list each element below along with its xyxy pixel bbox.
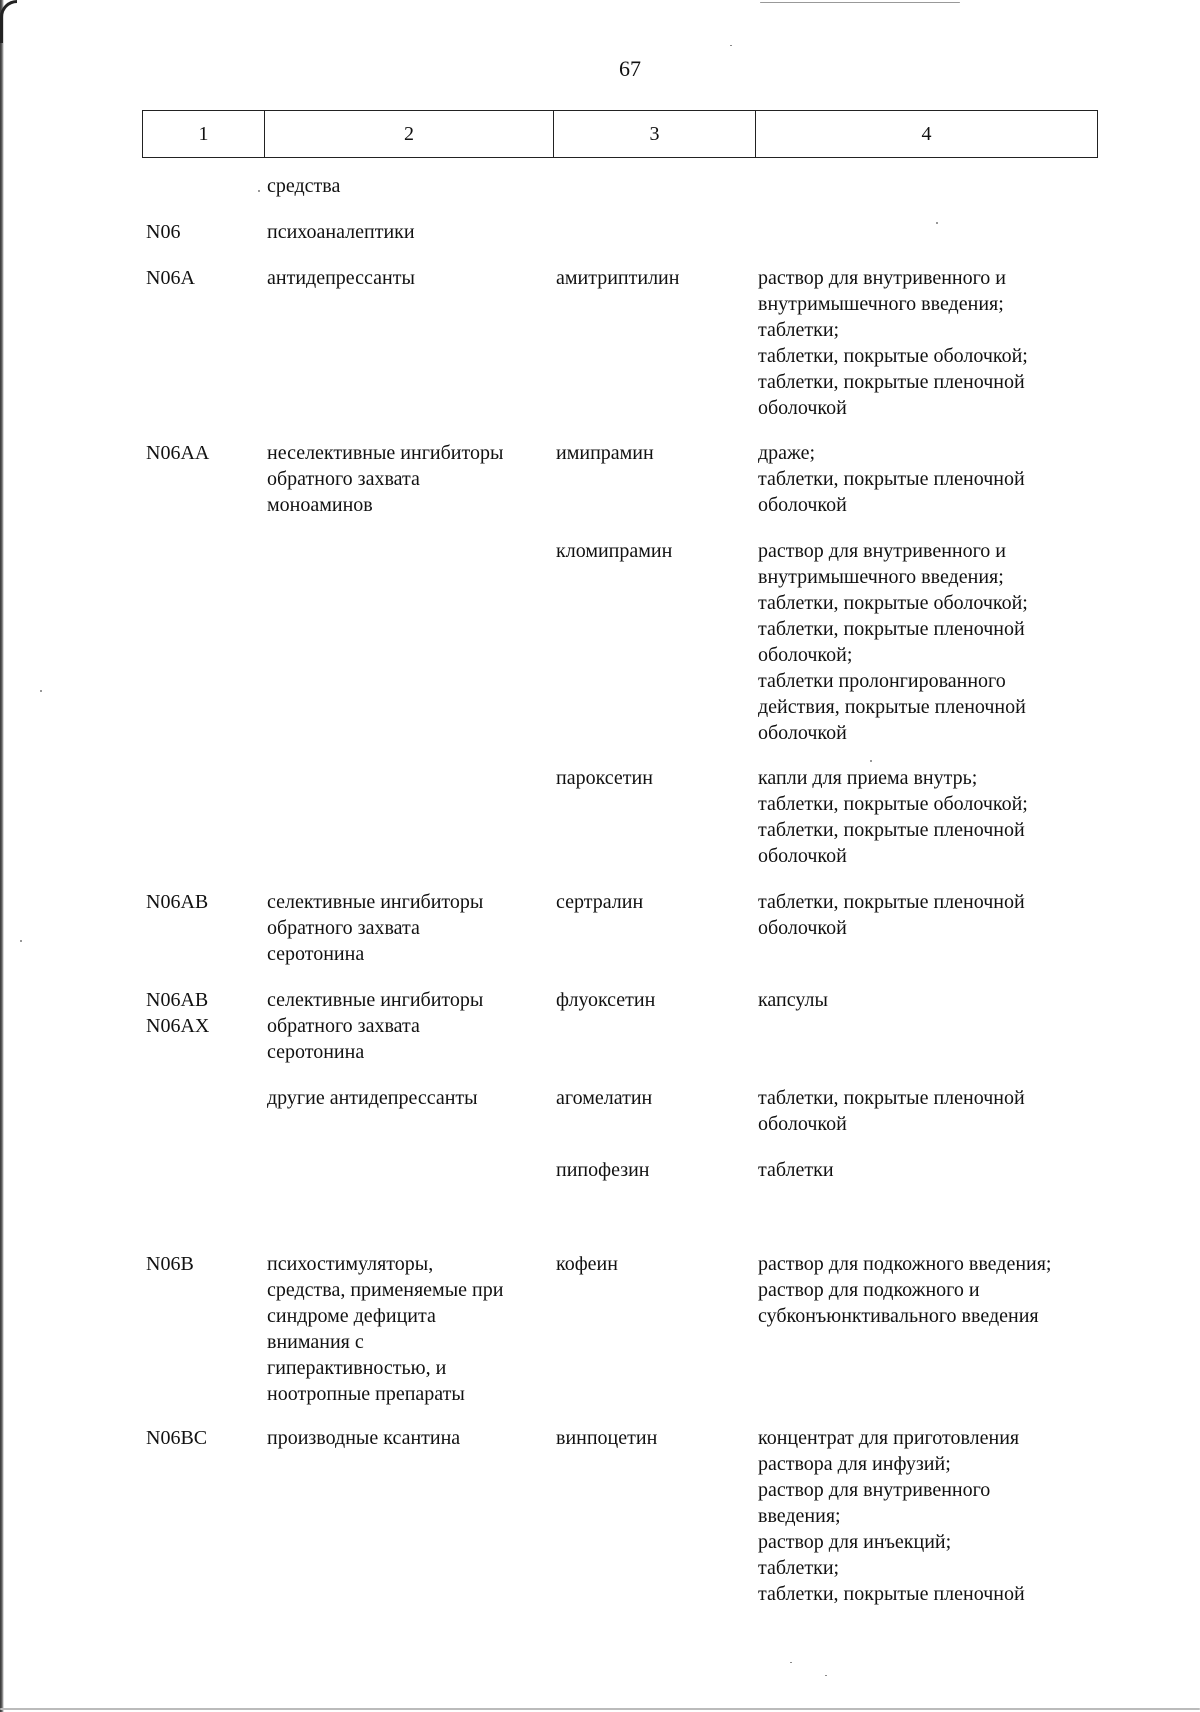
group-name: антидепрессанты xyxy=(267,267,415,289)
drug-name: пароксетин xyxy=(556,767,653,789)
drug-name: флуоксетин xyxy=(556,989,656,1011)
scan-edge-top-line xyxy=(760,2,960,3)
drug-name: имипрамин xyxy=(556,442,654,464)
page-number: 67 xyxy=(619,56,641,81)
scan-speck xyxy=(20,940,22,942)
dosage-form: раствор для внутривенного и внутримышечного введения; таблетки, покрытые оболочкой; таблетки, покрытые пленочной оболочкой; таблетки пролонгированного действия, покрытые пленочной оболочкой xyxy=(758,540,1028,744)
header-cell-3: 3 xyxy=(553,111,755,157)
drug-name: пипофезин xyxy=(556,1159,650,1181)
group-name: селективные ингибиторы обратного захвата серотонина xyxy=(267,891,484,965)
drug-name: сертралин xyxy=(556,891,644,913)
drug-name: кломипрамин xyxy=(556,540,673,562)
dosage-form: таблетки, покрытые пленочной оболочкой xyxy=(758,891,1025,939)
scan-edge xyxy=(0,0,4,1712)
scan-speck xyxy=(730,45,732,46)
table-header xyxy=(142,110,1098,158)
drug-name: амитриптилин xyxy=(556,267,680,289)
atc-code: N06A xyxy=(146,267,195,289)
group-name: психоаналептики xyxy=(267,221,415,243)
drug-name: винпоцетин xyxy=(556,1427,658,1449)
dosage-form: капсулы xyxy=(758,989,828,1011)
group-name: психостимуляторы, средства, применяемые при синдроме дефицита внимания с гиперактивностью, и ноотропные препараты xyxy=(267,1253,504,1405)
dosage-form: раствор для внутривенного и внутримышечного введения; таблетки; таблетки, покрытые оболочкой; таблетки, покрытые пленочной оболочкой xyxy=(758,267,1028,419)
scan-speck xyxy=(790,1662,792,1663)
atc-code: N06B xyxy=(146,1253,194,1275)
group-name: селективные ингибиторы обратного захвата серотонина xyxy=(267,989,484,1063)
dosage-form: концентрат для приготовления раствора для инфузий; раствор для внутривенного введения; раствор для инъекций; таблетки; таблетки, покрытые пленочной xyxy=(758,1427,1025,1605)
atc-code: N06AB N06AX xyxy=(146,989,210,1037)
scan-speck xyxy=(40,690,42,692)
dosage-form: таблетки, покрытые пленочной оболочкой xyxy=(758,1087,1025,1135)
scan-speck xyxy=(870,760,872,762)
atc-code: N06AA xyxy=(146,442,210,464)
header-cell-4: 4 xyxy=(755,111,1097,157)
drug-name: агомелатин xyxy=(556,1087,653,1109)
scan-edge-bottom-line xyxy=(0,1708,1200,1710)
scan-speck xyxy=(825,1675,827,1676)
atc-code: N06BC xyxy=(146,1427,208,1449)
group-name: производные ксантина xyxy=(267,1427,461,1449)
group-name: средства xyxy=(267,175,341,197)
scan-edge-corner xyxy=(0,0,17,43)
group-name: неселективные ингибиторы обратного захвата моноаминов xyxy=(267,442,504,516)
group-name: другие антидепрессанты xyxy=(267,1087,478,1109)
dosage-form: драже; таблетки, покрытые пленочной оболочкой xyxy=(758,442,1025,516)
dosage-form: капли для приема внутрь; таблетки, покрытые оболочкой; таблетки, покрытые пленочной оболочкой xyxy=(758,767,1028,867)
header-cell-2: 2 xyxy=(264,111,553,157)
dosage-form: раствор для подкожного введения; раствор для подкожного и субконъюнктивального введения xyxy=(758,1253,1052,1327)
drug-name: кофеин xyxy=(556,1253,618,1275)
header-cell-1: 1 xyxy=(198,122,209,145)
atc-code: N06AB xyxy=(146,891,209,913)
atc-code: N06 xyxy=(146,221,181,243)
scan-speck xyxy=(258,190,260,192)
scan-speck xyxy=(936,222,938,224)
dosage-form: таблетки xyxy=(758,1159,834,1181)
